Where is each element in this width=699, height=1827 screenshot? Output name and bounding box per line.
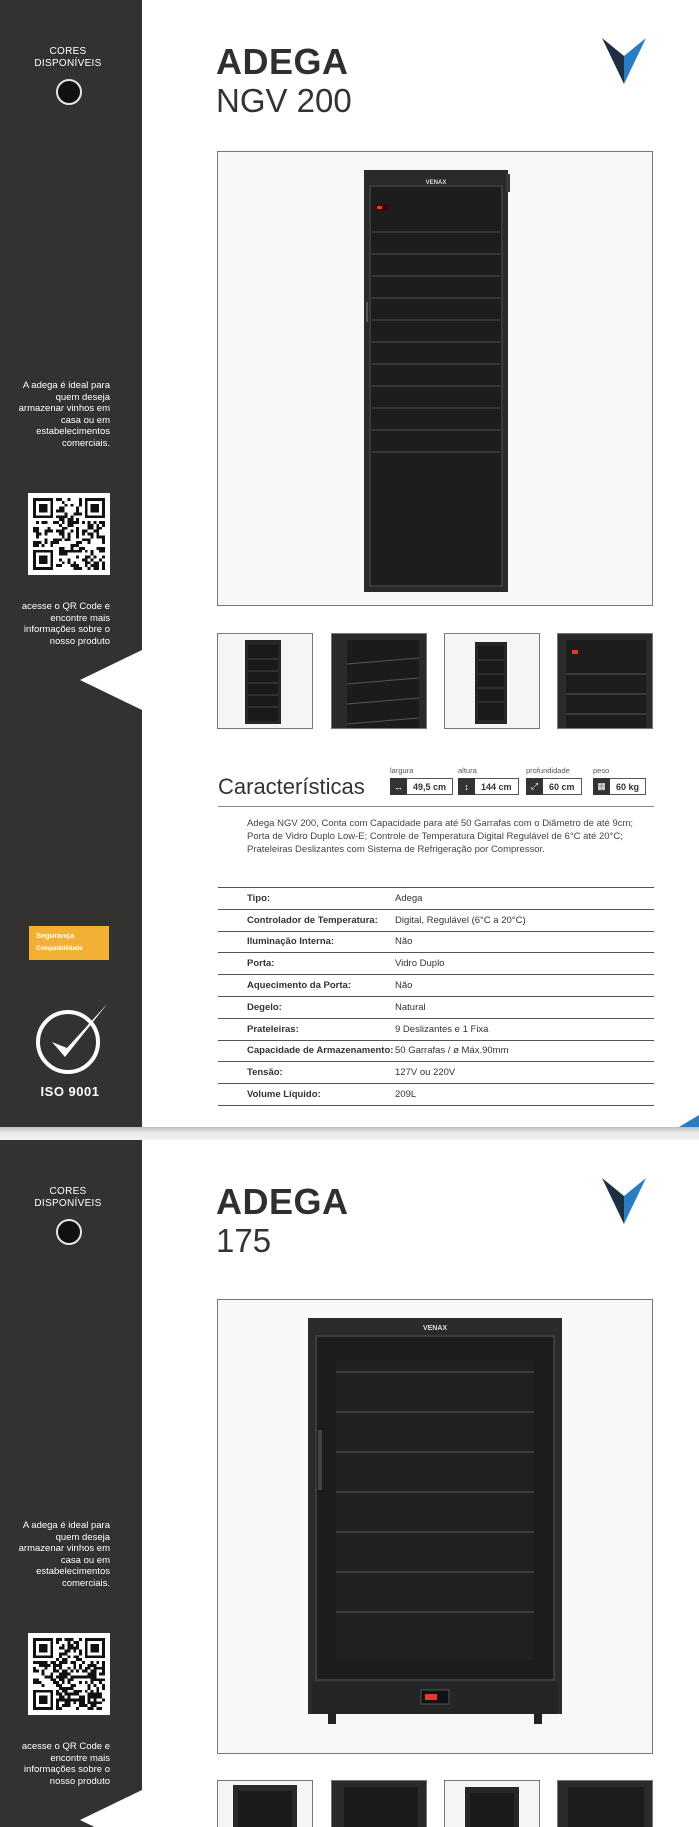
spec-row (218, 909, 654, 931)
spec-value: Adega (395, 888, 654, 910)
spec-key: Aquecimento da Porta: (218, 975, 395, 997)
product-category-title: ADEGA (216, 1181, 349, 1222)
spec-value: 49,5 cm (413, 781, 447, 792)
spec-value: Natural (395, 996, 654, 1018)
corner-accent (679, 1115, 699, 1127)
spec-row (218, 1062, 654, 1084)
thumbnail-front[interactable] (217, 1780, 313, 1827)
iso-label: ISO 9001 (40, 1084, 100, 1099)
spec-key: Porta: (218, 953, 395, 975)
available-colors-label: CORES DISPONÍVEIS (34, 1186, 102, 1209)
spec-label: peso (593, 766, 610, 775)
sidebar-notch (80, 1790, 142, 1827)
spec-value: 209L (395, 1084, 654, 1106)
thumbnail-angle[interactable] (444, 633, 540, 729)
qr-instructions: acesse o QR Code e encontre mais informações sobre o nosso produto (21, 601, 110, 647)
spec-key: Tensão: (218, 1062, 395, 1084)
spec-row (218, 1084, 654, 1106)
spec-key: Iluminação Interna: (218, 931, 395, 953)
sidebar-description: A adega é ideal para quem deseja armazenar vinhos em casa ou em estabelecimentos comerciais. (18, 380, 110, 449)
spec-row (218, 1040, 654, 1062)
depth-arrows-icon: ⤢ (526, 778, 543, 795)
width-arrows-icon: ↔ (390, 778, 407, 795)
spec-value: 127V ou 220V (395, 1062, 654, 1084)
characteristics-title: Características (218, 774, 365, 799)
specifications-table (218, 887, 654, 1106)
thumbnail-open-door[interactable] (331, 1780, 427, 1827)
spec-row (218, 953, 654, 975)
divider (218, 806, 654, 807)
qr-code[interactable] (28, 1633, 110, 1715)
product-main-image[interactable] (217, 151, 653, 606)
spec-value: Vidro Duplo (395, 953, 654, 975)
color-swatch-black[interactable] (56, 1219, 82, 1245)
height-arrows-icon: ↕ (458, 778, 475, 795)
spec-row (218, 975, 654, 997)
spec-row (218, 931, 654, 953)
spec-row (218, 888, 654, 910)
spec-row (218, 1018, 654, 1040)
sidebar (0, 0, 142, 1127)
badge-line2: Compatibilidade (36, 946, 83, 952)
inmetro-badge (29, 926, 109, 960)
sidebar-notch (80, 650, 142, 710)
color-swatch-black[interactable] (56, 79, 82, 105)
spec-value: 60 cm (549, 781, 575, 792)
spec-value: 50 Garrafas / ø Máx.90mm (395, 1040, 654, 1062)
product-main-image[interactable] (217, 1299, 653, 1754)
spec-value: Digital, Regulável (6°C a 20°C) (395, 909, 654, 931)
spec-label: largura (390, 766, 414, 775)
spec-key: Prateleiras: (218, 1018, 395, 1040)
product-description: Adega NGV 200, Conta com Capacidade para até 50 Garrafas com o Diâmetro de até 9cm; Porta de Vidro Duplo Low-E; Controle de Temperatura Digital Regulável de 6°C até 20°C; Prateleiras Deslizantes com Sistema de Refrigeração por Compressor. (247, 818, 634, 855)
spec-key: Volume Líquido: (218, 1084, 395, 1106)
spec-value: 9 Deslizantes e 1 Fixa (395, 1018, 654, 1040)
weight-icon: ▦ (593, 778, 610, 795)
sidebar (0, 1140, 142, 1827)
product-model-title: 175 (216, 1222, 272, 1259)
brand-text: VENAX (425, 180, 447, 186)
spec-value: 60 kg (616, 781, 640, 792)
thumbnail-detail[interactable] (557, 1780, 653, 1827)
page-separator (0, 1127, 699, 1140)
thumbnail-angle[interactable] (444, 1780, 540, 1827)
iso-seal (34, 1000, 114, 1098)
sidebar-description: A adega é ideal para quem deseja armazenar vinhos em casa ou em estabelecimentos comerciais. (18, 1520, 110, 1589)
thumbnail-open-door[interactable] (331, 633, 427, 729)
qr-code[interactable] (28, 493, 110, 575)
badge-line1: Segurança (36, 931, 75, 940)
venax-logo-icon (602, 1178, 646, 1224)
catalog-page-175 (0, 1140, 699, 1827)
spec-label: altura (458, 766, 477, 775)
spec-row (218, 996, 654, 1018)
spec-label: profundidade (526, 766, 570, 775)
spec-value: Não (395, 975, 654, 997)
spec-key: Tipo: (218, 888, 395, 910)
product-model-title: NGV 200 (216, 82, 352, 119)
thumbnail-detail[interactable] (557, 633, 653, 729)
spec-value: Não (395, 931, 654, 953)
spec-key: Controlador de Temperatura: (218, 909, 395, 931)
thumbnail-front[interactable] (217, 633, 313, 729)
checkmark-seal-icon (34, 1000, 114, 1080)
spec-key: Degelo: (218, 996, 395, 1018)
product-category-title: ADEGA (216, 41, 349, 82)
qr-instructions: acesse o QR Code e encontre mais informações sobre o nosso produto (21, 1741, 110, 1787)
venax-logo-icon (602, 38, 646, 84)
available-colors-label: CORES DISPONÍVEIS (34, 46, 102, 69)
brand-text: VENAX (422, 1325, 448, 1332)
spec-value: 144 cm (481, 781, 512, 792)
spec-key: Capacidade de Armazenamento: (218, 1040, 395, 1062)
